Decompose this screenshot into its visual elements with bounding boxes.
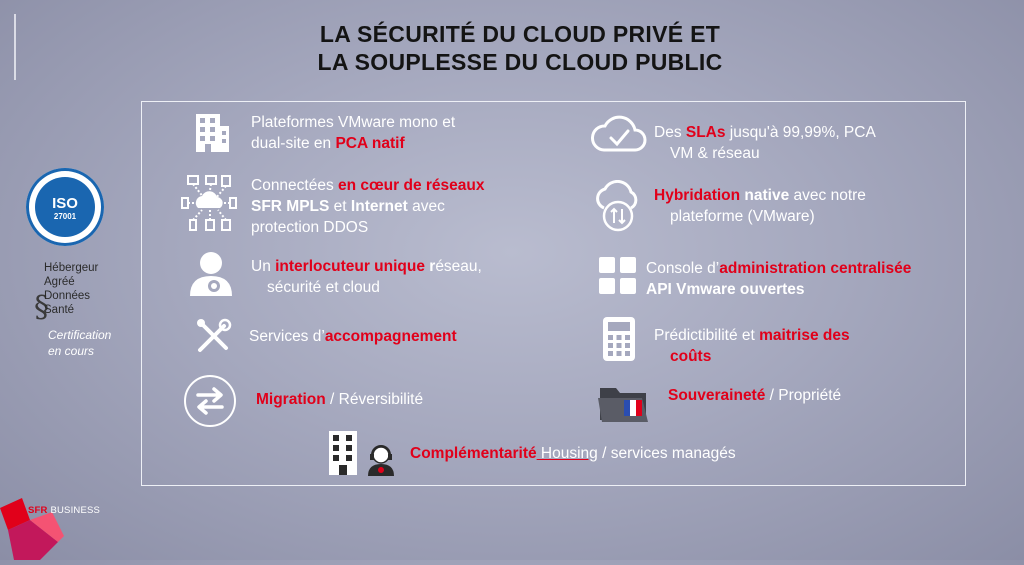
interlocuteur-bold: r (424, 258, 436, 275)
hybridation-text-1: avec notre (789, 187, 866, 204)
item-migration (256, 389, 423, 410)
connectees-bold-1: SFR MPLS (251, 198, 330, 215)
item-connectees (251, 175, 484, 238)
hads-logo (34, 262, 124, 328)
certification-line-1: Certification (48, 328, 112, 342)
slas-text-3: VM & réseau (670, 145, 760, 162)
cloud-check-icon (590, 112, 648, 154)
connectees-text-1: Connectées (251, 177, 339, 194)
slas-highlight: SLAs (685, 124, 726, 141)
hads-line-3: Données (44, 290, 91, 302)
sfr-brand: SFR (28, 505, 48, 516)
calculator-icon (602, 316, 636, 362)
services-highlight: accompagnement (324, 328, 457, 345)
connectees-text-2: et (329, 198, 351, 215)
console-highlight: administration centralisée (719, 260, 912, 277)
interlocuteur-text-3: sécurité et cloud (267, 279, 380, 296)
console-text: Console d’ (646, 260, 720, 277)
hads-serpent-icon: § (34, 290, 49, 325)
tools-icon (194, 318, 232, 356)
hads-line-2: Agréé (44, 276, 75, 288)
sfr-business-label (28, 505, 100, 516)
plateformes-text-2: dual-site en (251, 135, 336, 152)
certification-line-2: en cours (48, 344, 95, 358)
hybridation-text-2: plateforme (VMware) (670, 208, 815, 225)
interlocuteur-highlight: interlocuteur unique (275, 258, 425, 275)
business-brand: BUSINESS (47, 505, 101, 516)
datacenter-building-icon (328, 430, 358, 476)
complementarite-highlight: Complémentarité (410, 445, 537, 462)
predictibilite-highlight-1: maitrise des (759, 327, 850, 344)
item-predictibilite (654, 325, 850, 367)
item-hybridation (654, 185, 866, 227)
network-cloud-icon (180, 172, 240, 234)
item-slas (654, 122, 876, 164)
item-souverainete (668, 385, 841, 406)
connectees-text-4: protection DDOS (251, 219, 369, 236)
predictibilite-highlight-2: coûts (670, 348, 712, 365)
exchange-arrows-icon (183, 374, 237, 428)
connectees-highlight: en cœur de réseaux (338, 177, 485, 194)
complementarite-text: / services managés (597, 445, 736, 462)
item-plateformes (251, 112, 455, 154)
sfr-logo-shape (0, 490, 72, 560)
title-line-1: LA SÉCURITÉ DU CLOUD PRIVÉ ET (319, 21, 721, 47)
migration-text: / Réversibilité (325, 391, 424, 408)
connectees-bold-2: Internet (350, 198, 408, 215)
souverainete-highlight: Souveraineté (668, 387, 766, 404)
plateformes-highlight: PCA natif (335, 135, 405, 152)
certification-note (48, 327, 111, 359)
services-text: Services d’ (249, 328, 325, 345)
item-services (249, 326, 457, 347)
left-accent-rule (14, 14, 16, 80)
migration-highlight: Migration (256, 391, 326, 408)
support-agent-icon (186, 250, 236, 298)
souverainete-text: / Propriété (765, 387, 842, 404)
iso-badge-number: 27001 (53, 212, 77, 221)
cloud-sync-icon (592, 180, 644, 236)
hybridation-highlight: Hybridation (654, 187, 741, 204)
building-icon (192, 112, 232, 154)
predictibilite-text: Prédictibilité et (654, 327, 760, 344)
item-console (646, 258, 911, 300)
complementarite-housing: Housing (536, 445, 598, 462)
interlocuteur-text-1: Un (251, 258, 276, 275)
slas-text-2: jusqu'à 99,99%, PCA (725, 124, 876, 141)
folder-flag-icon (596, 378, 654, 428)
slas-text-1: Des (654, 124, 686, 141)
iso-badge-text: ISO (52, 195, 78, 212)
dashboard-grid-icon (598, 256, 638, 296)
hybridation-bold: native (740, 187, 790, 204)
hads-line-1: Hébergeur (44, 262, 99, 274)
item-complementarite (410, 443, 736, 464)
title-line-2: LA SOUPLESSE DU CLOUD PUBLIC (317, 49, 723, 75)
plateformes-text-1: Plateformes VMware mono et (251, 114, 456, 131)
slide-title (240, 20, 800, 76)
console-bold: API Vmware ouvertes (646, 281, 805, 298)
item-interlocuteur (251, 256, 482, 298)
connectees-text-3: avec (407, 198, 445, 215)
hads-line-4: Santé (44, 304, 75, 316)
headset-agent-icon (366, 444, 396, 476)
iso-27001-badge (26, 168, 104, 246)
interlocuteur-text-2: éseau, (435, 258, 482, 275)
